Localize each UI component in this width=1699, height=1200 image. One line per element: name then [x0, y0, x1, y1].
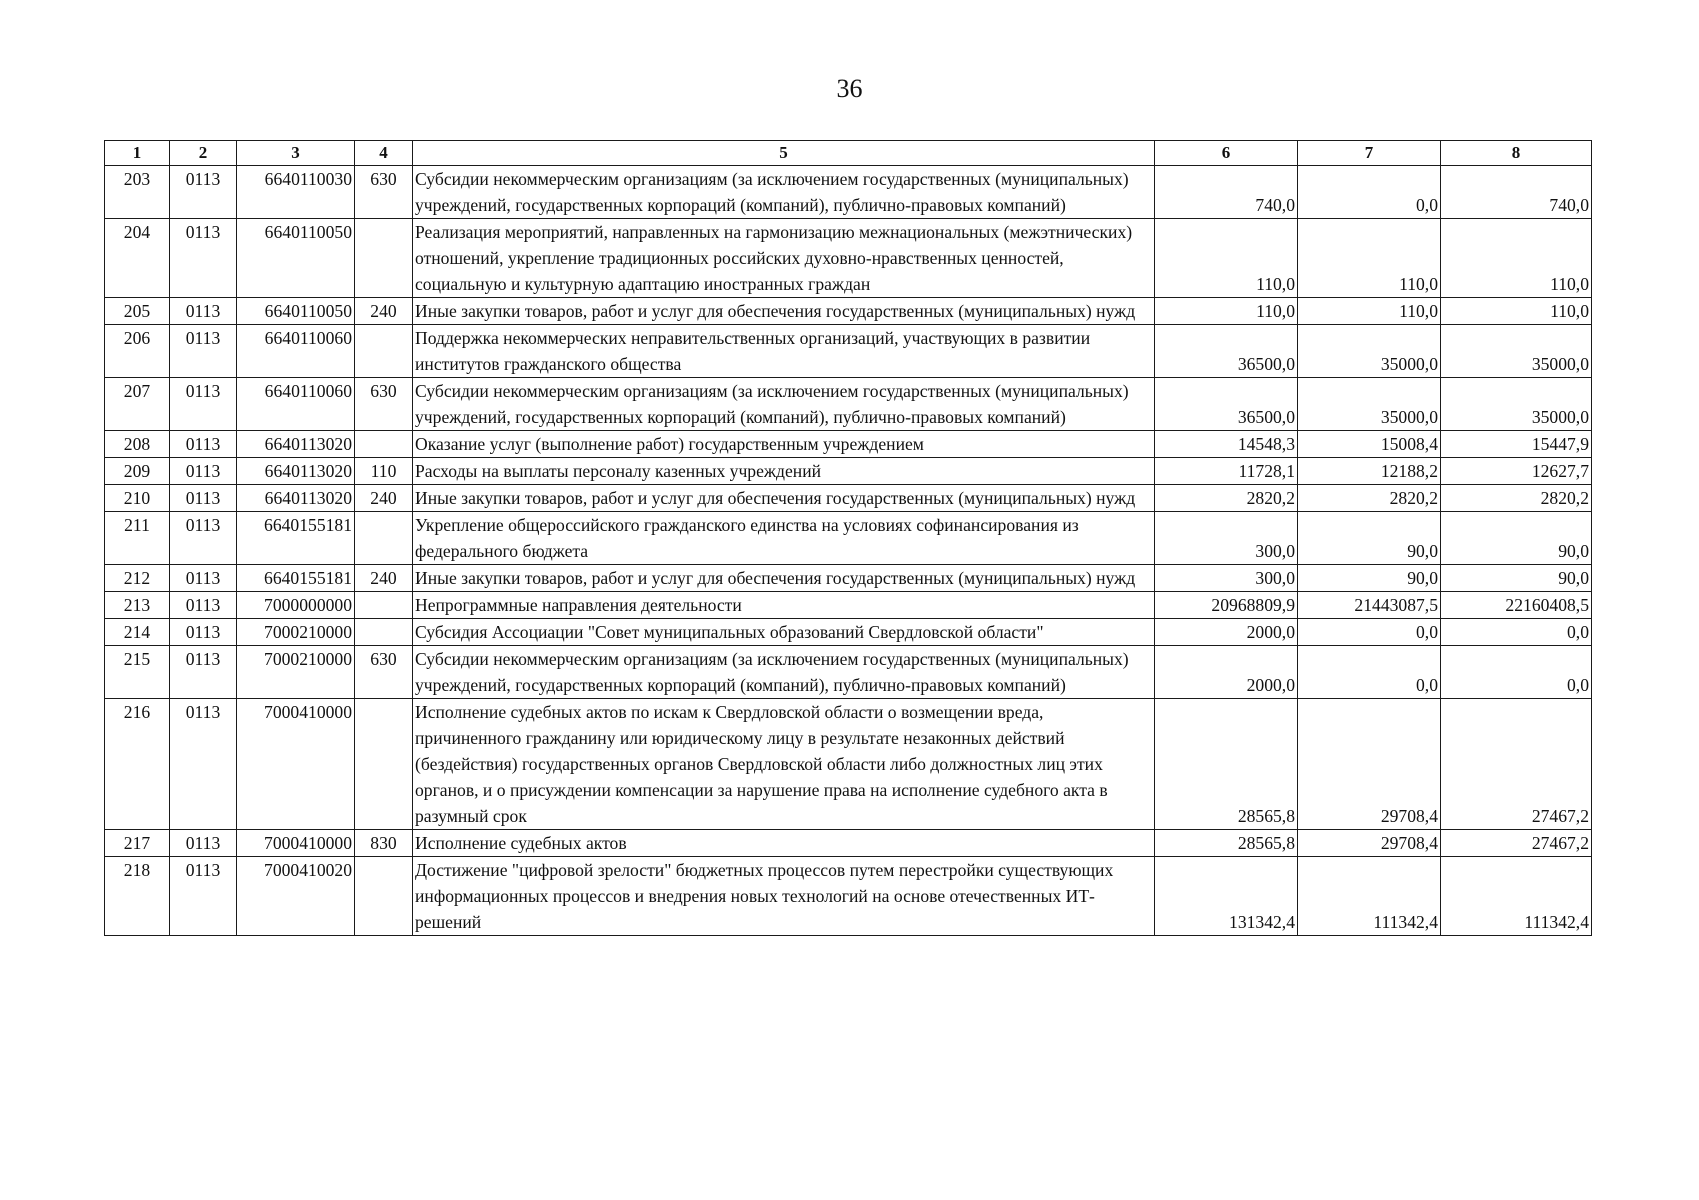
row-number: 208 — [105, 431, 170, 458]
expense-name: Непрограммные направления деятельности — [413, 592, 1155, 619]
section-code: 0113 — [170, 830, 237, 857]
amount-col-6: 36500,0 — [1155, 378, 1298, 431]
target-article-code: 7000410000 — [237, 830, 355, 857]
amount-col-8: 27467,2 — [1441, 699, 1592, 830]
row-number: 203 — [105, 166, 170, 219]
target-article-code: 6640110050 — [237, 298, 355, 325]
target-article-code: 6640110050 — [237, 219, 355, 298]
table-row — [105, 512, 1592, 565]
amount-col-8: 90,0 — [1441, 565, 1592, 592]
target-article-code: 7000000000 — [237, 592, 355, 619]
amount-col-6: 740,0 — [1155, 166, 1298, 219]
amount-col-8: 90,0 — [1441, 512, 1592, 565]
expense-type-code — [355, 592, 413, 619]
budget-table — [104, 140, 1592, 936]
amount-col-7: 111342,4 — [1298, 857, 1441, 936]
table-row — [105, 592, 1592, 619]
header-col-6: 6 — [1155, 141, 1298, 166]
header-row — [105, 141, 1592, 166]
table-row — [105, 565, 1592, 592]
amount-col-8: 0,0 — [1441, 619, 1592, 646]
expense-name: Субсидии некоммерческим организациям (за исключением государственных (муниципальных) учреждений, государственных корпораций (компаний), публично-правовых компаний) — [413, 378, 1155, 431]
expense-name: Субсидия Ассоциации "Совет муниципальных образований Свердловской области" — [413, 619, 1155, 646]
amount-col-8: 2820,2 — [1441, 485, 1592, 512]
table-row — [105, 325, 1592, 378]
header-col-1: 1 — [105, 141, 170, 166]
table-row — [105, 378, 1592, 431]
amount-col-6: 131342,4 — [1155, 857, 1298, 936]
table-body — [105, 166, 1592, 936]
row-number: 214 — [105, 619, 170, 646]
header-col-4: 4 — [355, 141, 413, 166]
section-code: 0113 — [170, 857, 237, 936]
amount-col-8: 0,0 — [1441, 646, 1592, 699]
amount-col-8: 111342,4 — [1441, 857, 1592, 936]
amount-col-7: 2820,2 — [1298, 485, 1441, 512]
expense-type-code: 830 — [355, 830, 413, 857]
amount-col-6: 36500,0 — [1155, 325, 1298, 378]
target-article-code: 6640155181 — [237, 565, 355, 592]
target-article-code: 6640110060 — [237, 378, 355, 431]
section-code: 0113 — [170, 565, 237, 592]
row-number: 215 — [105, 646, 170, 699]
amount-col-8: 35000,0 — [1441, 325, 1592, 378]
target-article-code: 7000210000 — [237, 619, 355, 646]
expense-name: Исполнение судебных актов по искам к Свердловской области о возмещении вреда, причиненного гражданину или юридическому лицу в результате незаконных действий (бездействия) государственных органов Свердловской области либо должностных лиц этих органов, и о присуждении компенсации за нарушение права на исполнение судебного акта в разумный срок — [413, 699, 1155, 830]
amount-col-7: 15008,4 — [1298, 431, 1441, 458]
table-row — [105, 699, 1592, 830]
table-row — [105, 458, 1592, 485]
row-number: 217 — [105, 830, 170, 857]
amount-col-7: 29708,4 — [1298, 699, 1441, 830]
expense-type-code: 630 — [355, 166, 413, 219]
row-number: 218 — [105, 857, 170, 936]
section-code: 0113 — [170, 166, 237, 219]
expense-type-code — [355, 431, 413, 458]
expense-name: Иные закупки товаров, работ и услуг для обеспечения государственных (муниципальных) нужд — [413, 485, 1155, 512]
amount-col-7: 12188,2 — [1298, 458, 1441, 485]
table-row — [105, 646, 1592, 699]
table-row — [105, 219, 1592, 298]
amount-col-6: 11728,1 — [1155, 458, 1298, 485]
amount-col-6: 300,0 — [1155, 565, 1298, 592]
header-col-5: 5 — [413, 141, 1155, 166]
expense-type-code: 240 — [355, 485, 413, 512]
expense-type-code — [355, 619, 413, 646]
row-number: 211 — [105, 512, 170, 565]
expense-type-code — [355, 325, 413, 378]
expense-name: Укрепление общероссийского гражданского единства на условиях софинансирования из федерального бюджета — [413, 512, 1155, 565]
section-code: 0113 — [170, 378, 237, 431]
expense-type-code — [355, 699, 413, 830]
amount-col-7: 21443087,5 — [1298, 592, 1441, 619]
amount-col-8: 27467,2 — [1441, 830, 1592, 857]
table-row — [105, 166, 1592, 219]
expense-name: Субсидии некоммерческим организациям (за исключением государственных (муниципальных) учреждений, государственных корпораций (компаний), публично-правовых компаний) — [413, 646, 1155, 699]
expense-type-code: 630 — [355, 646, 413, 699]
row-number: 210 — [105, 485, 170, 512]
section-code: 0113 — [170, 431, 237, 458]
amount-col-7: 90,0 — [1298, 565, 1441, 592]
target-article-code: 6640110030 — [237, 166, 355, 219]
amount-col-7: 0,0 — [1298, 166, 1441, 219]
amount-col-8: 110,0 — [1441, 298, 1592, 325]
table-row — [105, 619, 1592, 646]
row-number: 206 — [105, 325, 170, 378]
expense-name: Иные закупки товаров, работ и услуг для обеспечения государственных (муниципальных) нужд — [413, 565, 1155, 592]
expense-name: Поддержка некоммерческих неправительственных организаций, участвующих в развитии институтов гражданского общества — [413, 325, 1155, 378]
target-article-code: 7000210000 — [237, 646, 355, 699]
page-number: 36 — [836, 74, 863, 103]
target-article-code: 7000410020 — [237, 857, 355, 936]
expense-type-code: 240 — [355, 298, 413, 325]
section-code: 0113 — [170, 298, 237, 325]
row-number: 216 — [105, 699, 170, 830]
expense-name: Субсидии некоммерческим организациям (за исключением государственных (муниципальных) учреждений, государственных корпораций (компаний), публично-правовых компаний) — [413, 166, 1155, 219]
section-code: 0113 — [170, 512, 237, 565]
row-number: 212 — [105, 565, 170, 592]
amount-col-7: 110,0 — [1298, 219, 1441, 298]
amount-col-7: 35000,0 — [1298, 325, 1441, 378]
amount-col-7: 0,0 — [1298, 619, 1441, 646]
expense-type-code: 110 — [355, 458, 413, 485]
amount-col-6: 300,0 — [1155, 512, 1298, 565]
amount-col-7: 35000,0 — [1298, 378, 1441, 431]
target-article-code: 6640155181 — [237, 512, 355, 565]
amount-col-8: 35000,0 — [1441, 378, 1592, 431]
expense-type-code — [355, 512, 413, 565]
expense-type-code: 630 — [355, 378, 413, 431]
section-code: 0113 — [170, 699, 237, 830]
amount-col-8: 740,0 — [1441, 166, 1592, 219]
row-number: 213 — [105, 592, 170, 619]
section-code: 0113 — [170, 646, 237, 699]
amount-col-6: 14548,3 — [1155, 431, 1298, 458]
section-code: 0113 — [170, 219, 237, 298]
expense-type-code — [355, 857, 413, 936]
expense-name: Расходы на выплаты персоналу казенных учреждений — [413, 458, 1155, 485]
row-number: 204 — [105, 219, 170, 298]
row-number: 209 — [105, 458, 170, 485]
table-row — [105, 431, 1592, 458]
target-article-code: 6640110060 — [237, 325, 355, 378]
table-row — [105, 830, 1592, 857]
section-code: 0113 — [170, 619, 237, 646]
amount-col-8: 15447,9 — [1441, 431, 1592, 458]
amount-col-6: 110,0 — [1155, 298, 1298, 325]
target-article-code: 6640113020 — [237, 458, 355, 485]
target-article-code: 6640113020 — [237, 431, 355, 458]
expense-name: Реализация мероприятий, направленных на гармонизацию межнациональных (межэтнических) отношений, укрепление традиционных российских духовно-нравственных ценностей, социальную и культурную адаптацию иностранных граждан — [413, 219, 1155, 298]
table-row — [105, 485, 1592, 512]
amount-col-6: 2000,0 — [1155, 646, 1298, 699]
expense-name: Исполнение судебных актов — [413, 830, 1155, 857]
expense-name: Оказание услуг (выполнение работ) государственным учреждением — [413, 431, 1155, 458]
amount-col-7: 0,0 — [1298, 646, 1441, 699]
header-col-8: 8 — [1441, 141, 1592, 166]
header-col-2: 2 — [170, 141, 237, 166]
expense-name: Достижение "цифровой зрелости" бюджетных процессов путем перестройки существующих информационных процессов и внедрения новых технологий на основе отечественных ИТ-решений — [413, 857, 1155, 936]
amount-col-8: 110,0 — [1441, 219, 1592, 298]
expense-type-code — [355, 219, 413, 298]
amount-col-7: 110,0 — [1298, 298, 1441, 325]
amount-col-7: 90,0 — [1298, 512, 1441, 565]
amount-col-7: 29708,4 — [1298, 830, 1441, 857]
section-code: 0113 — [170, 458, 237, 485]
amount-col-6: 28565,8 — [1155, 699, 1298, 830]
header-col-7: 7 — [1298, 141, 1441, 166]
table-row — [105, 298, 1592, 325]
header-col-3: 3 — [237, 141, 355, 166]
table-row — [105, 857, 1592, 936]
amount-col-6: 2000,0 — [1155, 619, 1298, 646]
expense-type-code: 240 — [355, 565, 413, 592]
amount-col-8: 12627,7 — [1441, 458, 1592, 485]
amount-col-6: 28565,8 — [1155, 830, 1298, 857]
section-code: 0113 — [170, 592, 237, 619]
amount-col-6: 20968809,9 — [1155, 592, 1298, 619]
expense-name: Иные закупки товаров, работ и услуг для обеспечения государственных (муниципальных) нужд — [413, 298, 1155, 325]
row-number: 205 — [105, 298, 170, 325]
target-article-code: 7000410000 — [237, 699, 355, 830]
amount-col-6: 110,0 — [1155, 219, 1298, 298]
target-article-code: 6640113020 — [237, 485, 355, 512]
section-code: 0113 — [170, 485, 237, 512]
row-number: 207 — [105, 378, 170, 431]
section-code: 0113 — [170, 325, 237, 378]
amount-col-6: 2820,2 — [1155, 485, 1298, 512]
amount-col-8: 22160408,5 — [1441, 592, 1592, 619]
